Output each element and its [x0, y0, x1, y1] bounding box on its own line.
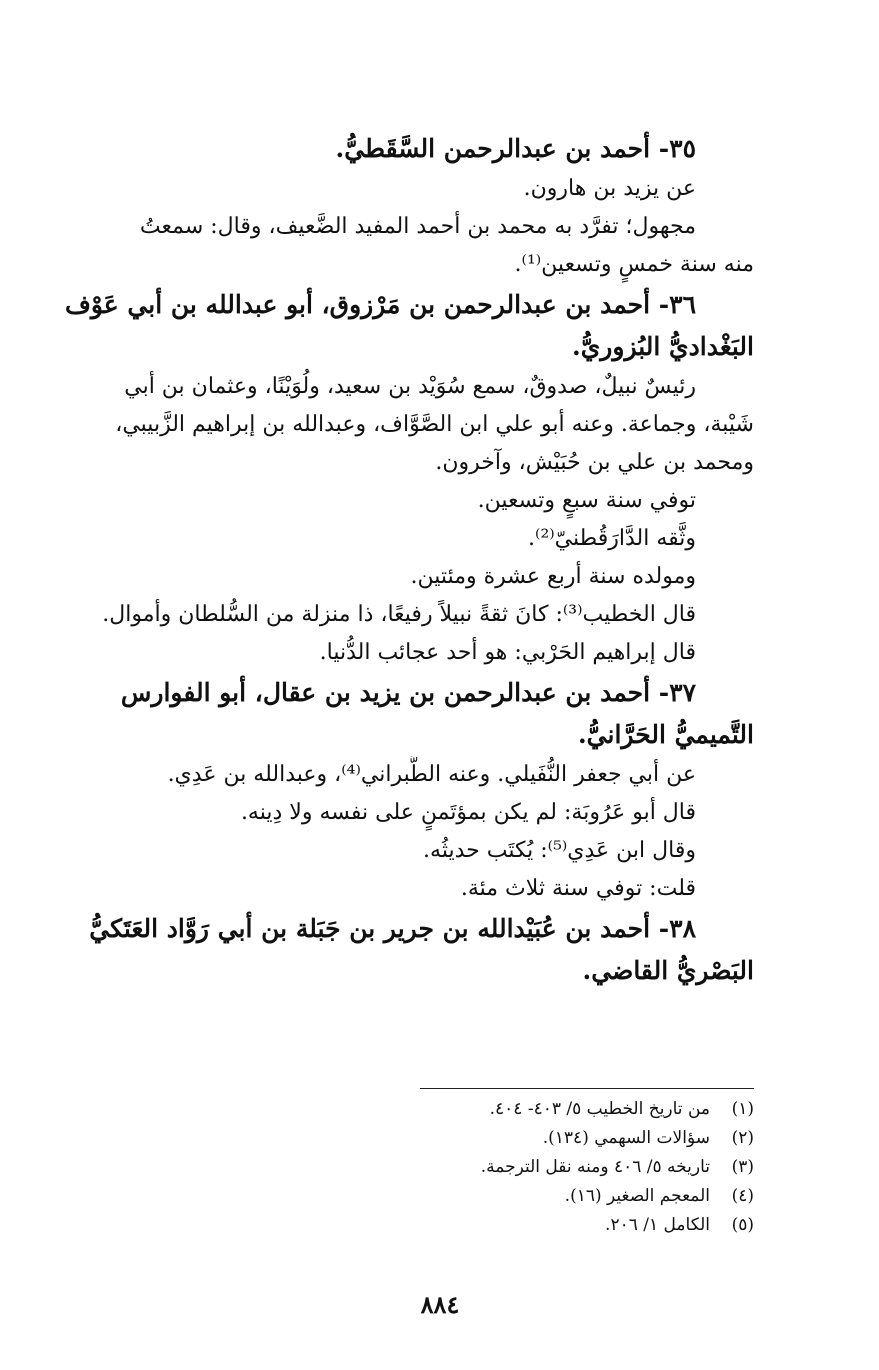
footnote-2 — [420, 1124, 754, 1153]
footnote-number: (٥) — [731, 1215, 754, 1235]
footnote-3 — [420, 1153, 754, 1182]
footnote-text: سؤالات السهمي (١٣٤). — [542, 1128, 710, 1148]
entry-37-line-2: قال أبو عَرُوبَة: لم يكن بمؤتَمنٍ على نفسه ولا دِينه. — [240, 800, 696, 825]
entry-36-line-7: قال الخطيب⁽³⁾: كانَ ثقةً نبيلاً رفيعًا، ذا منزلة من السُّلطان وأموال. — [102, 602, 696, 627]
entry-35-line-3: منه سنة خمسٍ وتسعين⁽¹⁾. — [514, 252, 754, 277]
footnote-number: (٣) — [731, 1157, 754, 1177]
entry-35-heading: ٣٥- أحمد بن عبدالرحمن السَّقَطيُّ. — [335, 134, 696, 163]
footnote-1 — [420, 1095, 754, 1124]
footnote-text: تاريخه ٥/ ٤٠٦ ومنه نقل الترجمة. — [480, 1157, 710, 1177]
entry-36-line-2: شَيْبة، وجماعة. وعنه أبو علي ابن الصَّوَّاف، وعبدالله بن إبراهيم الزَّبيبي، — [115, 412, 754, 437]
entry-38-heading-2: البَصْريُّ القاضي. — [582, 956, 754, 985]
page-body — [38, 128, 754, 992]
footnote-number: (١) — [731, 1099, 754, 1119]
entry-36-line-8: قال إبراهيم الحَرْبي: هو أحد عجائب الدُّنيا. — [319, 640, 696, 665]
footnote-number: (٤) — [731, 1186, 754, 1206]
footnote-text: الكامل ١/ ٢٠٦. — [605, 1215, 710, 1235]
entry-35-line-2: مجهول؛ تفرَّد به محمد بن أحمد المفيد الضَّعيف، وقال: سمعتُ — [139, 214, 696, 239]
footnote-text: من تاريخ الخطيب ٥/ ٤٠٣- ٤٠٤. — [489, 1099, 710, 1119]
entry-36-line-6: ومولده سنة أربع عشرة ومئتين. — [410, 564, 696, 589]
footnote-number: (٢) — [731, 1128, 754, 1148]
entry-37-line-3: وقال ابن عَدِي⁽⁵⁾: يُكتَب حديثُه. — [423, 838, 696, 863]
entry-36-line-5: وثَّقه الدَّارَقُطنيّ⁽²⁾. — [528, 526, 696, 551]
page-number: ٨٨٤ — [420, 1290, 460, 1319]
entry-37-heading-1: ٣٧- أحمد بن عبدالرحمن بن يزيد بن عقال، أبو الفوارس — [120, 678, 696, 707]
footnotes — [420, 1088, 754, 1240]
entry-36-heading-1: ٣٦- أحمد بن عبدالرحمن بن مَرْزوق، أبو عبدالله بن أبي عَوْف — [64, 290, 696, 319]
entry-38-heading-1: ٣٨- أحمد بن عُبَيْدالله بن جرير بن جَبَلة بن أبي رَوَّاد العَتَكيُّ — [89, 914, 696, 943]
entry-37-line-4: قلت: توفي سنة ثلاث مئة. — [460, 876, 696, 901]
entry-35-line-1: عن يزيد بن هارون. — [523, 176, 696, 201]
footnote-4 — [420, 1182, 754, 1211]
entry-36-line-1: رئيسٌ نبيلٌ، صدوقٌ، سمع سُوَيْد بن سعيد، ولُوَيْنًا، وعثمان بن أبي — [124, 374, 696, 399]
footnote-text: المعجم الصغير (١٦). — [564, 1186, 710, 1206]
entry-37-line-1: عن أبي جعفر النُّفَيلي. وعنه الطَّبراني⁽⁴⁾، وعبدالله بن عَدِي. — [167, 762, 696, 787]
entry-36-line-4: توفي سنة سبعٍ وتسعين. — [477, 488, 696, 513]
entry-36-line-3: ومحمد بن علي بن حُبَيْش، وآخرون. — [435, 450, 754, 475]
entry-36-heading-2: البَغْداديُّ البُزوريُّ. — [572, 332, 754, 361]
entry-37-heading-2: التَّميميُّ الحَرَّانيُّ. — [577, 720, 754, 749]
footnote-5 — [420, 1211, 754, 1240]
